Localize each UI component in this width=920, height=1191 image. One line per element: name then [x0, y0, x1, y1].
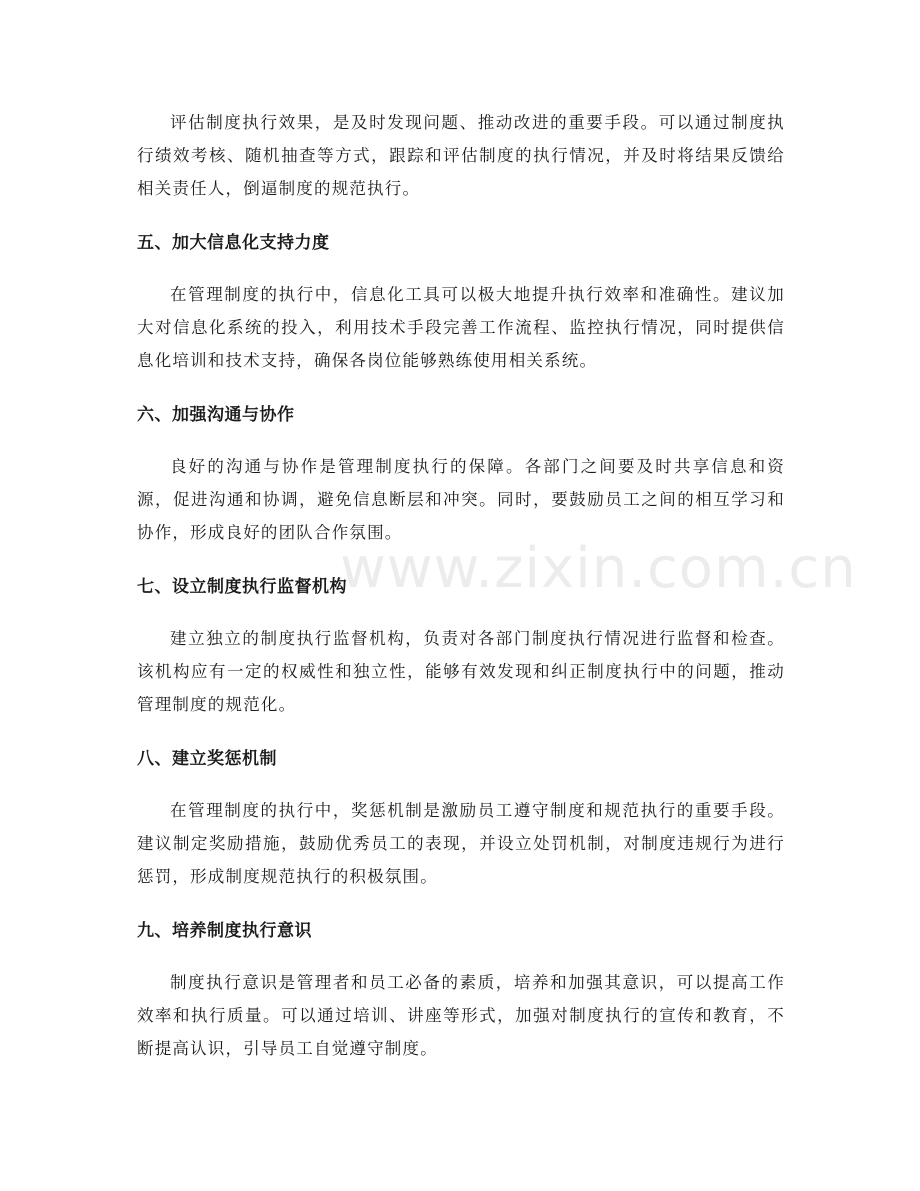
section-heading-6: 六、加强沟通与协作 — [137, 405, 295, 425]
section-heading-8: 八、建立奖惩机制 — [137, 749, 277, 769]
section-body-6: 良好的沟通与协作是管理制度执行的保障。各部门之间要及时共享信息和资源，促进沟通和协调，避免信息断层和冲突。同时，要鼓励员工之间的相互学习和协作，形成良好的团队合作氛围。 — [137, 457, 785, 542]
section-heading-7: 七、设立制度执行监督机构 — [137, 577, 347, 597]
section-body-8: 在管理制度的执行中，奖惩机制是激励员工遵守制度和规范执行的重要手段。建议制定奖励措施，鼓励优秀员工的表现，并设立处罚机制，对制度违规行为进行惩罚，形成制度规范执行的积极氛围。 — [137, 801, 785, 886]
section-body-7: 建立独立的制度执行监督机构，负责对各部门制度执行情况进行监督和检查。该机构应有一定的权威性和独立性，能够有效发现和纠正制度执行中的问题，推动管理制度的规范化。 — [137, 629, 785, 714]
section-body-5: 在管理制度的执行中，信息化工具可以极大地提升执行效率和准确性。建议加大对信息化系统的投入，利用技术手段完善工作流程、监控执行情况，同时提供信息化培训和技术支持，确保各岗位能够熟练使用相关系统。 — [137, 285, 785, 370]
intro-paragraph: 评估制度执行效果，是及时发现问题、推动改进的重要手段。可以通过制度执行绩效考核、随机抽查等方式，跟踪和评估制度的执行情况，并及时将结果反馈给相关责任人，倒逼制度的规范执行。 — [137, 113, 785, 198]
watermark: www.zixin.com.cn — [340, 536, 857, 601]
section-heading-5: 五、加大信息化支持力度 — [137, 233, 330, 253]
section-heading-9: 九、培养制度执行意识 — [137, 921, 312, 941]
section-body-9: 制度执行意识是管理者和员工必备的素质，培养和加强其意识，可以提高工作效率和执行质量。可以通过培训、讲座等形式，加强对制度执行的宣传和教育，不断提高认识，引导员工自觉遵守制度。 — [137, 973, 785, 1058]
